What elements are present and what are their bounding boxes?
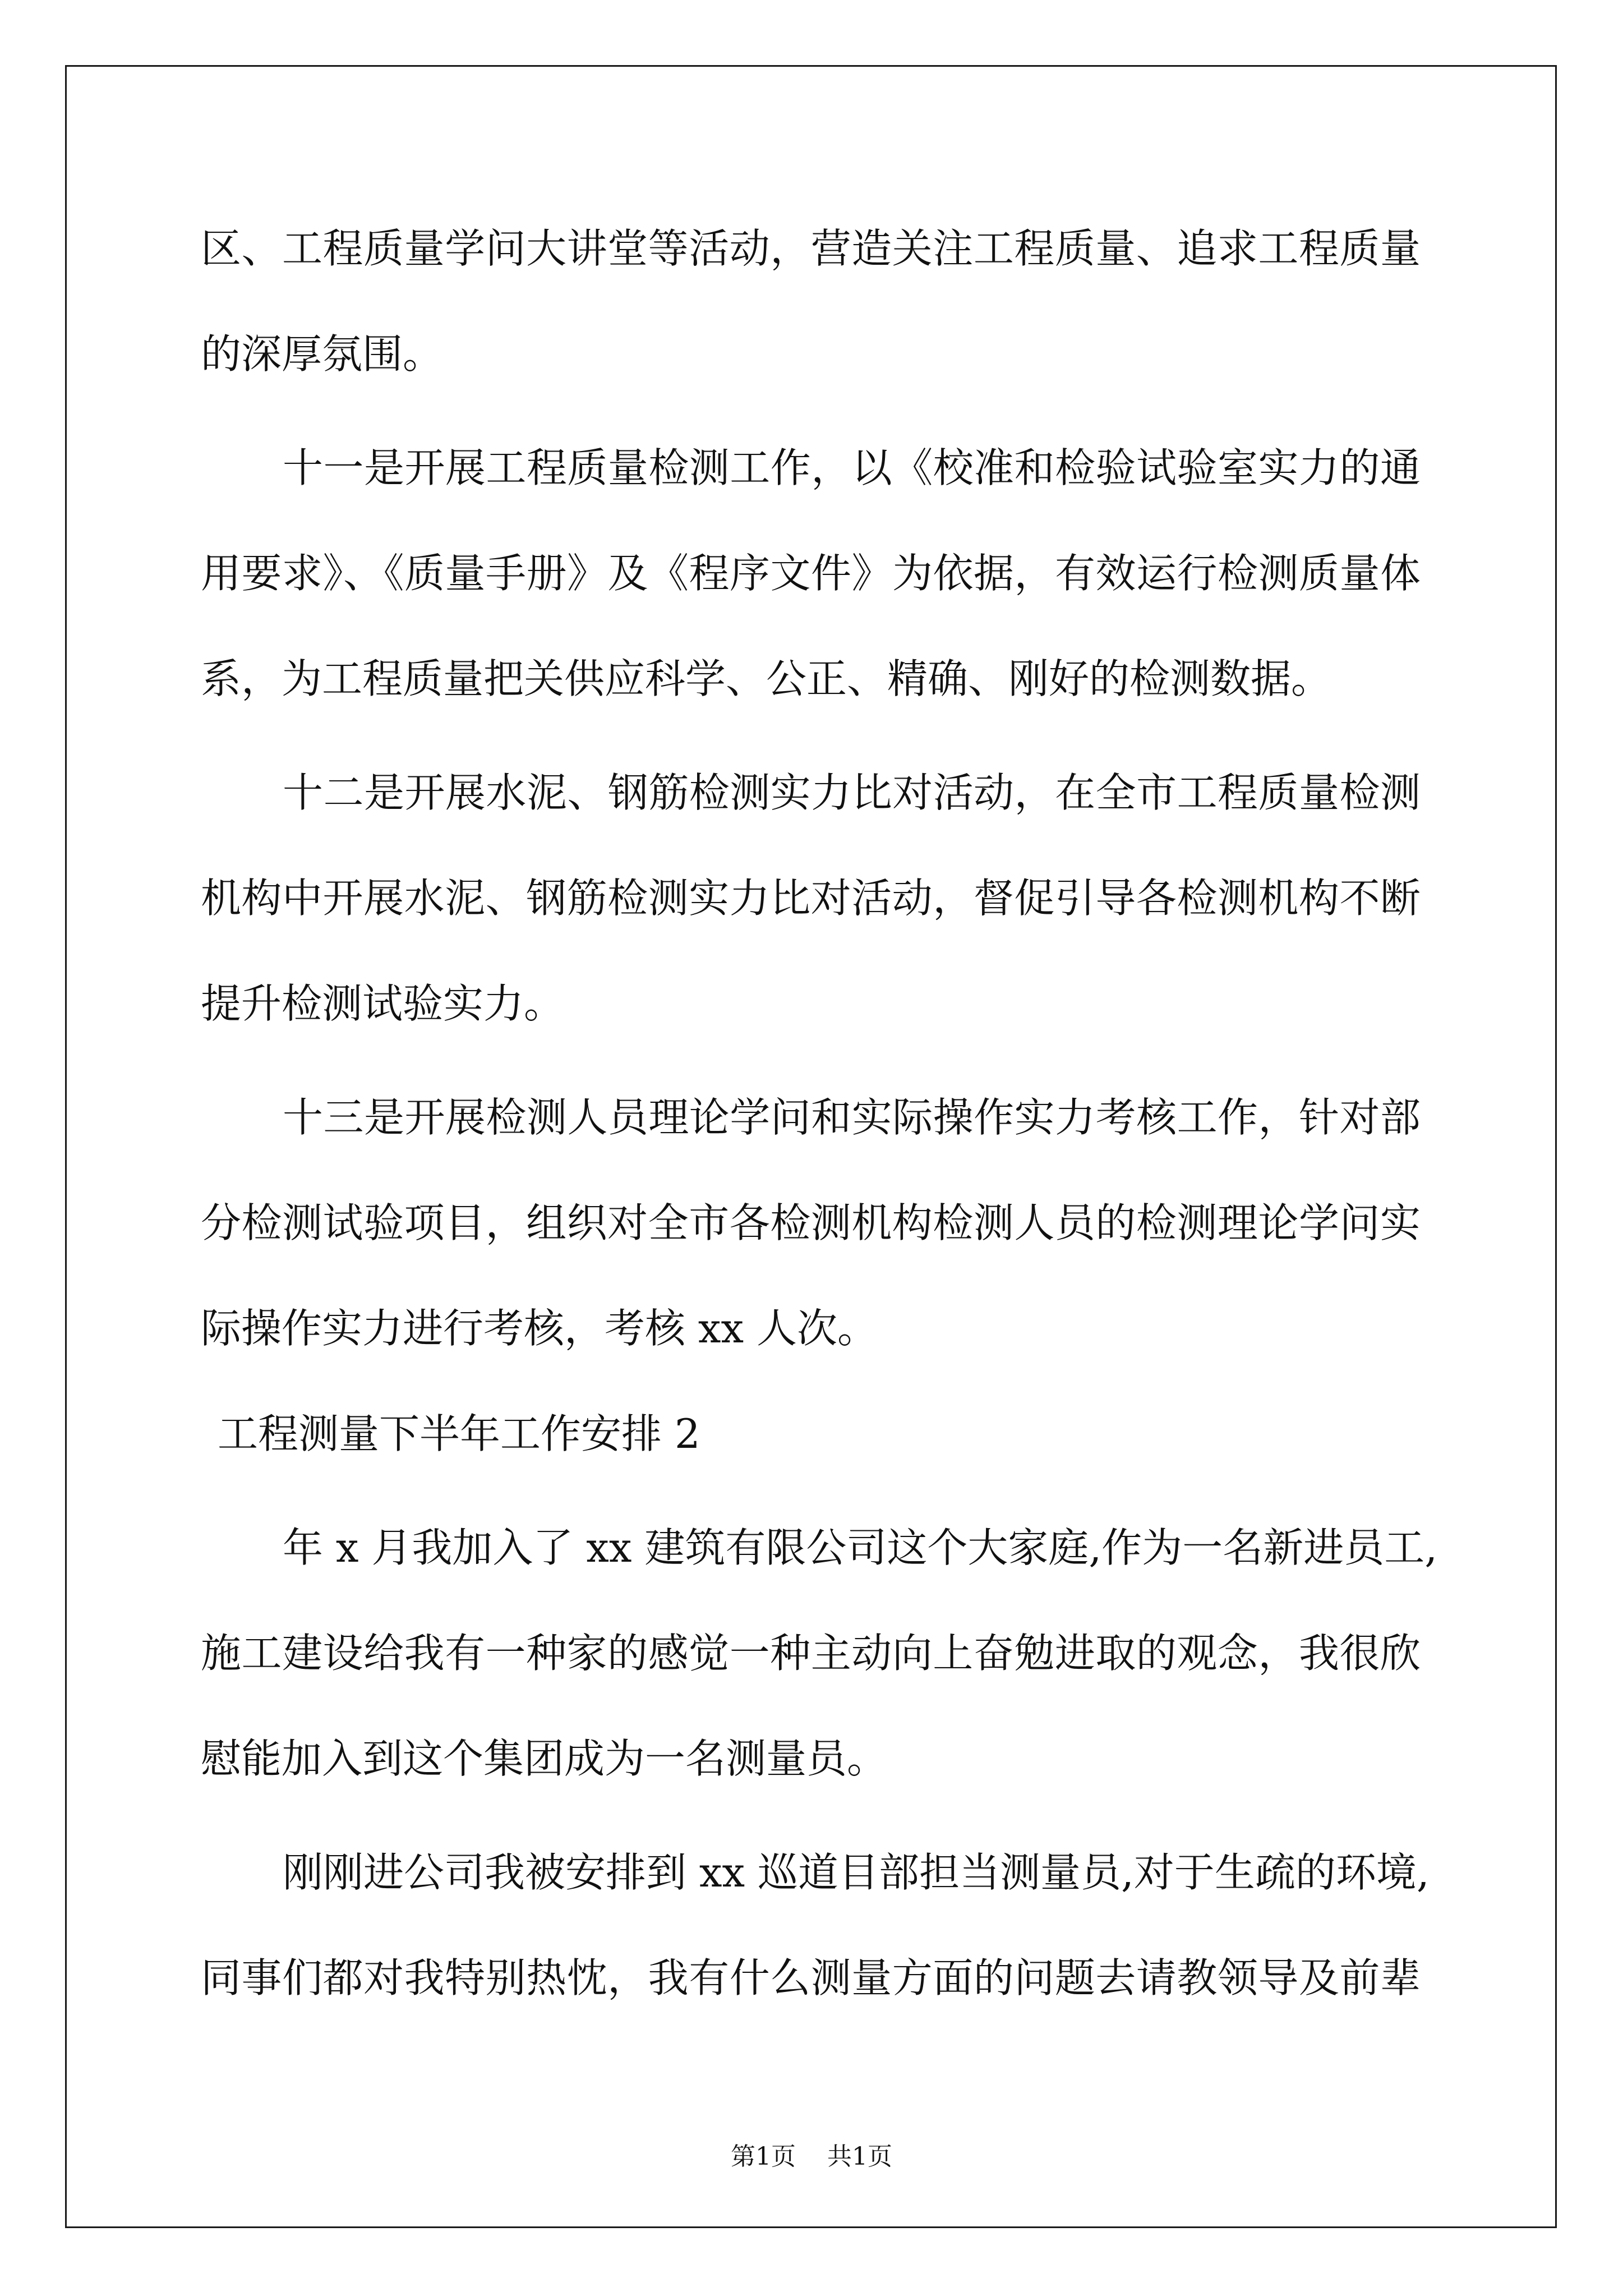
- body-line: 分检测试验项目，组织对全市各检测机构检测人员的检测理论学问实: [201, 1199, 1421, 1246]
- page-border: [65, 65, 1557, 2228]
- body-line: 同事们都对我特别热忱，我有什么测量方面的问题去请教领导及前辈: [201, 1954, 1421, 2001]
- page-total: 共1页: [827, 2142, 892, 2171]
- body-line: 系，为工程质量把关供应科学、公正、精确、刚好的检测数据。: [201, 655, 1332, 702]
- body-line: 刚刚进公司我被安排到 xx 巡道目部担当测量员,对于生疏的环境,: [283, 1849, 1430, 1896]
- body-line: 施工建设给我有一种家的感觉一种主动向上奋勉进取的观念，我很欣: [201, 1630, 1421, 1677]
- body-line: 年 x 月我加入了 xx 建筑有限公司这个大家庭,作为一名新进员工,: [283, 1524, 1438, 1571]
- page-footer: [0, 2141, 1623, 2173]
- body-line: 区、工程质量学问大讲堂等活动，营造关注工程质量、追求工程质量: [201, 225, 1421, 272]
- body-line: 慰能加入到这个集团成为一名测量员。: [201, 1735, 888, 1782]
- body-line: 十二是开展水泥、钢筋检测实力比对活动，在全市工程质量检测: [283, 769, 1421, 816]
- body-line: 用要求》、《质量手册》及《程序文件》为依据，有效运行检测质量体: [201, 550, 1421, 597]
- section-heading: 工程测量下半年工作安排 2: [218, 1410, 700, 1457]
- body-line: 的深厚氛围。: [201, 330, 444, 378]
- body-line: 际操作实力进行考核，考核 xx 人次。: [201, 1305, 878, 1352]
- body-line: 十一是开展工程质量检测工作，以《校准和检验试验室实力的通: [283, 444, 1421, 491]
- body-line: 提升检测试验实力。: [201, 980, 565, 1027]
- body-line: 机构中开展水泥、钢筋检测实力比对活动，督促引导各检测机构不断: [201, 875, 1421, 922]
- body-line: 十三是开展检测人员理论学问和实际操作实力考核工作，针对部: [283, 1094, 1421, 1141]
- page-number: 第1页: [731, 2142, 796, 2171]
